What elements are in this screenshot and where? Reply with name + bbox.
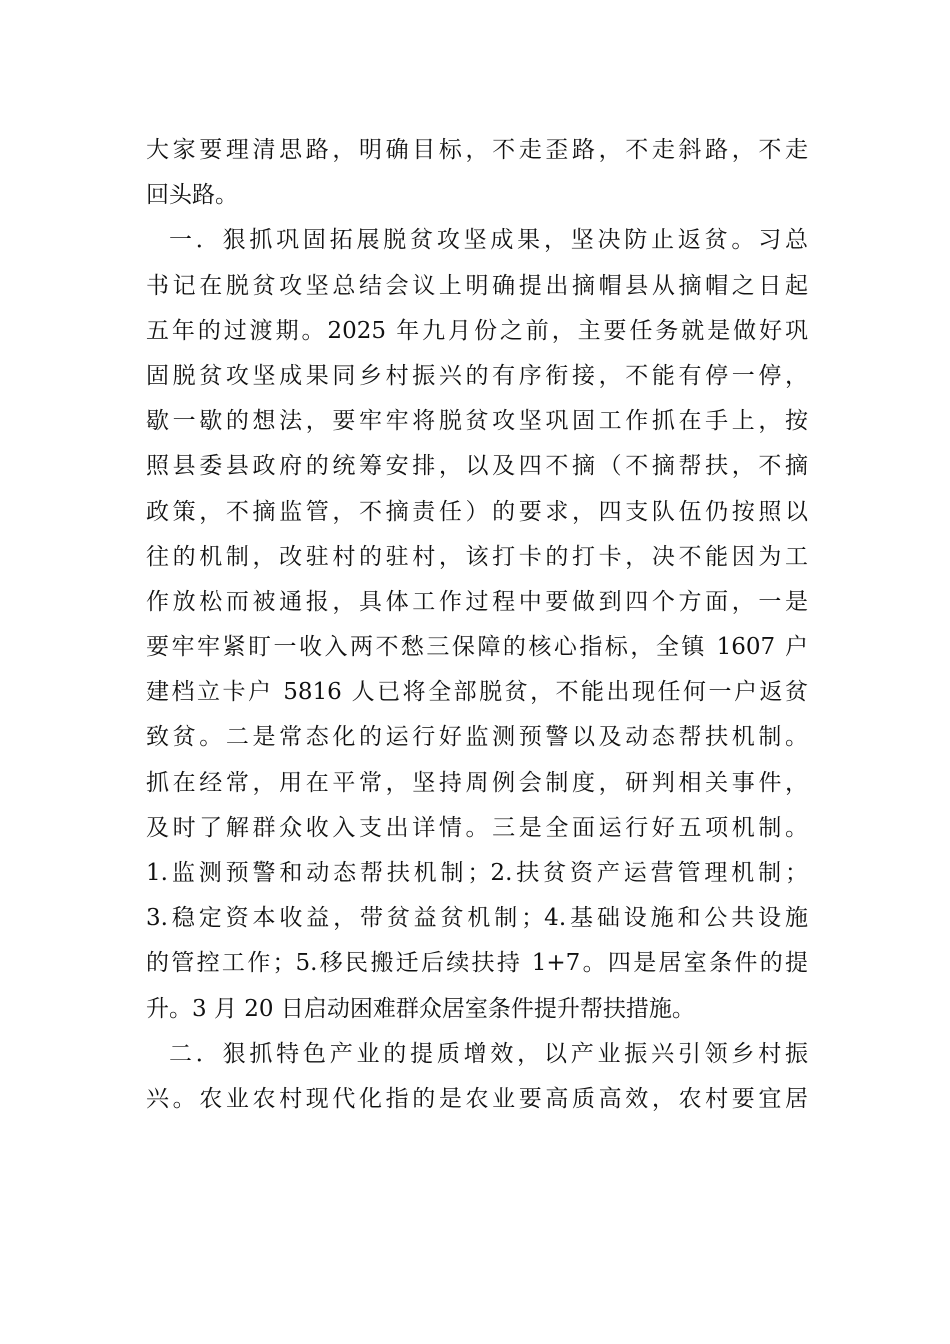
paragraph-line: 升。3 月 20 日启动困难群众居室条件提升帮扶措施。 [146,995,695,1022]
paragraph-line: 建档立卡户 5816 人已将全部脱贫，不能出现任何一户返贫 [146,679,808,706]
paragraph-line: 书记在脱贫攻坚总结会议上明确提出摘帽县从摘帽之日起 [146,272,808,299]
paragraph-line: 3.稳定资本收益，带贫益贫机制；4.基础设施和公共设施 [146,905,808,932]
paragraph-line: 致贫。二是常态化的运行好监测预警以及动态帮扶机制。 [146,724,808,751]
paragraph-line: 歇一歇的想法，要牢牢将脱贫攻坚巩固工作抓在手上，按 [146,408,808,435]
paragraph-line: 及时了解群众收入支出详情。三是全面运行好五项机制。 [146,814,808,841]
paragraph-line: 政策，不摘监管，不摘责任）的要求，四支队伍仍按照以 [146,498,808,525]
paragraph-line: 要牢牢紧盯一收入两不愁三保障的核心指标，全镇 1607 户 [146,634,808,661]
paragraph-line: 往的机制，改驻村的驻村，该打卡的打卡，决不能因为工 [146,543,808,570]
paragraph-line: 作放松而被通报，具体工作过程中要做到四个方面，一是 [146,588,808,615]
paragraph-line: 照县委县政府的统筹安排，以及四不摘（不摘帮扶，不摘 [146,453,808,480]
paragraph-line: 固脱贫攻坚成果同乡村振兴的有序衔接，不能有停一停， [146,362,808,389]
document-body [146,128,808,1122]
paragraph-line: 二．狠抓特色产业的提质增效，以产业振兴引领乡村振 [169,1040,808,1067]
paragraph-line: 五年的过渡期。2025 年九月份之前，主要任务就是做好巩 [146,317,808,344]
paragraph-line: 一．狠抓巩固拓展脱贫攻坚成果，坚决防止返贫。习总 [169,227,808,254]
paragraph-line: 回头路。 [146,182,238,209]
paragraph-line: 的管控工作；5.移民搬迁后续扶持 1+7。四是居室条件的提 [146,950,808,977]
paragraph-line: 大家要理清思路，明确目标，不走歪路，不走斜路，不走 [146,137,808,163]
paragraph-line: 1.监测预警和动态帮扶机制；2.扶贫资产运营管理机制； [146,860,808,886]
paragraph-line: 兴。农业农村现代化指的是农业要高质高效，农村要宜居 [146,1085,808,1112]
paragraph-line: 抓在经常，用在平常，坚持周例会制度，研判相关事件， [146,769,808,796]
